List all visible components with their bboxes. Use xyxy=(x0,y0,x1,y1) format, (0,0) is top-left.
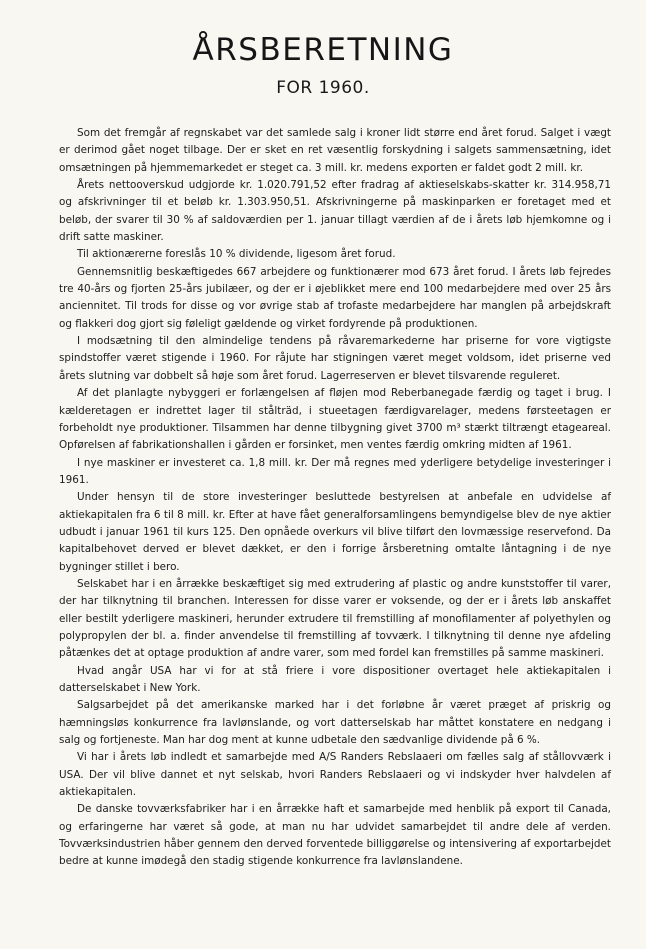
paragraph-export-cooperation: De danske tovværksfabriker har i en årrække haft et samarbejde med henblik på export til Canada, og erfaringerne har været så gode, at man nu har udvidet samarbejdet til andre dele af verden. Tovværksindustrien håber gennem den derved forventede billiggørelse og intensivering af exportarbejdet bedre at kunne imødegå den stadig stigende konkurrence fra lavlønslandene. xyxy=(59,803,611,868)
paragraph-plastics: Selskabet har i en årrække beskæftiget sig med extrudering af plastic og andre kunststoffer til varer, der har tilknytning til branchen. Interessen for disse varer er voksende, og der er i årets løb anskaffet eller bestilt yderligere maskineri, herunder extrudere til fremstilling af monofilamenter af polyethylen og polypropylen der bl. a. finder anvendelse til fremstilling af tovværk. I tilknytning til denne nye afdeling påtænkes det at optage produktion af andre varer, som med fordel kan fremstilles på samme maskineri. xyxy=(59,577,611,660)
paragraph-dividend: Til aktionærerne foreslås 10 % dividende, ligesom året forud. xyxy=(77,248,396,261)
paragraph-construction: Af det planlagte nybyggeri er forlængelsen af fløjen mod Reberbanegade færdig og taget i brug. I kælderetagen er indrettet lager til stålträd, i stueetagen færdigvarelager, medens førsteetagen er forbeholdt nye produktioner. Tilsammen har denne tilbygning givet 3700 m³ stærkt tiltrængt etageareal. Opførelsen af fabrikationshallen i gården er forsinket, men ventes færdig omkring midten af 1961. xyxy=(59,387,611,452)
paragraph-machinery: I nye maskiner er investeret ca. 1,8 mill. kr. Der må regnes med yderligere betydelige investeringer i 1961. xyxy=(59,456,611,486)
paragraph-sales: Som det fremgår af regnskabet var det samlede salg i kroner lidt større end året forud. Salget i vægt er derimod gået noget tilbage. Der er sket en ret væsentlig forskydning i salgets sammensætning, idet omsætningen på hjemmemarkedet er steget ca. 3 mill. kr. medens exporten er faldet godt 2 mill. kr. xyxy=(59,127,611,174)
paragraph-employees: Gennemsnitlig beskæftigedes 667 arbejdere og funktionærer mod 673 året forud. I årets løb fejredes tre 40-års og fjorten 25-års jubilæer, og der er i øjeblikket mere end 100 medarbejdere med over 25 års anciennitet. Til trods for disse og vor øvrige stab af trofaste medarbejdere har manglen på arbejdskraft og flakkeri dog gjort sig føleligt gældende og virket fordyrende på produktionen. xyxy=(59,265,611,330)
paragraph-raw-materials: I modsætning til den almindelige tendens på råvaremarkederne har priserne for vore vigtigste spindstoffer været stigende i 1960. For råjute har stigningen været meget voldsom, idet priserne ved årets slutning var dobbelt så høje som året forud. Lagerreserven er blevet tilsvarende reguleret. xyxy=(59,335,611,382)
page-subtitle: FOR 1960. xyxy=(276,78,370,98)
page-title: ÅRSBERETNING xyxy=(192,32,454,68)
paragraph-american-market: Salgsarbejdet på det amerikanske marked har i det forløbne år været præget af priskrig og hæmningsløs konkurrence fra lavlønslande, og vort datterselskab har måttet konstatere en nedgang i salg og fortjeneste. Man har dog ment at kunne udbetale den sædvanlige dividende på 6 %. xyxy=(59,699,611,747)
report-body xyxy=(59,125,611,871)
paragraph-randers-cooperation: Vi har i årets løb indledt et samarbejde med A/S Randers Rebslaaeri om fælles salg af stållovværk i USA. Der vil blive dannet et nyt selskab, hvori Randers Rebslaaeri og vi indskyder hver halvdelen af aktiekapitalen. xyxy=(59,751,611,799)
paragraph-net-profit: Årets nettooverskud udgjorde kr. 1.020.791,52 efter fradrag af aktieselskabs-skatter kr. 314.958,71 og afskrivninger til et beløb kr. 1.303.950,51. Afskrivningerne på maskinparken er foretaget med et beløb, der svarer til 30 % af saldoværdien per 1. januar tillagt værdien af de i årets løb hjemkomne og i drift satte maskiner. xyxy=(59,179,611,244)
paragraph-usa-subsidiary: Hvad angår USA har vi for at stå friere i vore dispositioner overtaget hele aktiekapitalen i datterselskabet i New York. xyxy=(59,664,611,694)
paragraph-share-capital: Under hensyn til de store investeringer besluttede bestyrelsen at anbefale en udvidelse af aktiekapitalen fra 6 til 8 mill. kr. Efter at have fået generalforsamlingens bemyndigelse blev de nye aktier udbudt i januar 1961 til kurs 125. Den opnåede overkurs vil blive tilført den lovmæssige reservefond. Da kapitalbehovet derved er blevet dækket, er den i forrige årsberetning omtalte låntagning i de nye bygninger stillet i bero. xyxy=(59,491,611,573)
